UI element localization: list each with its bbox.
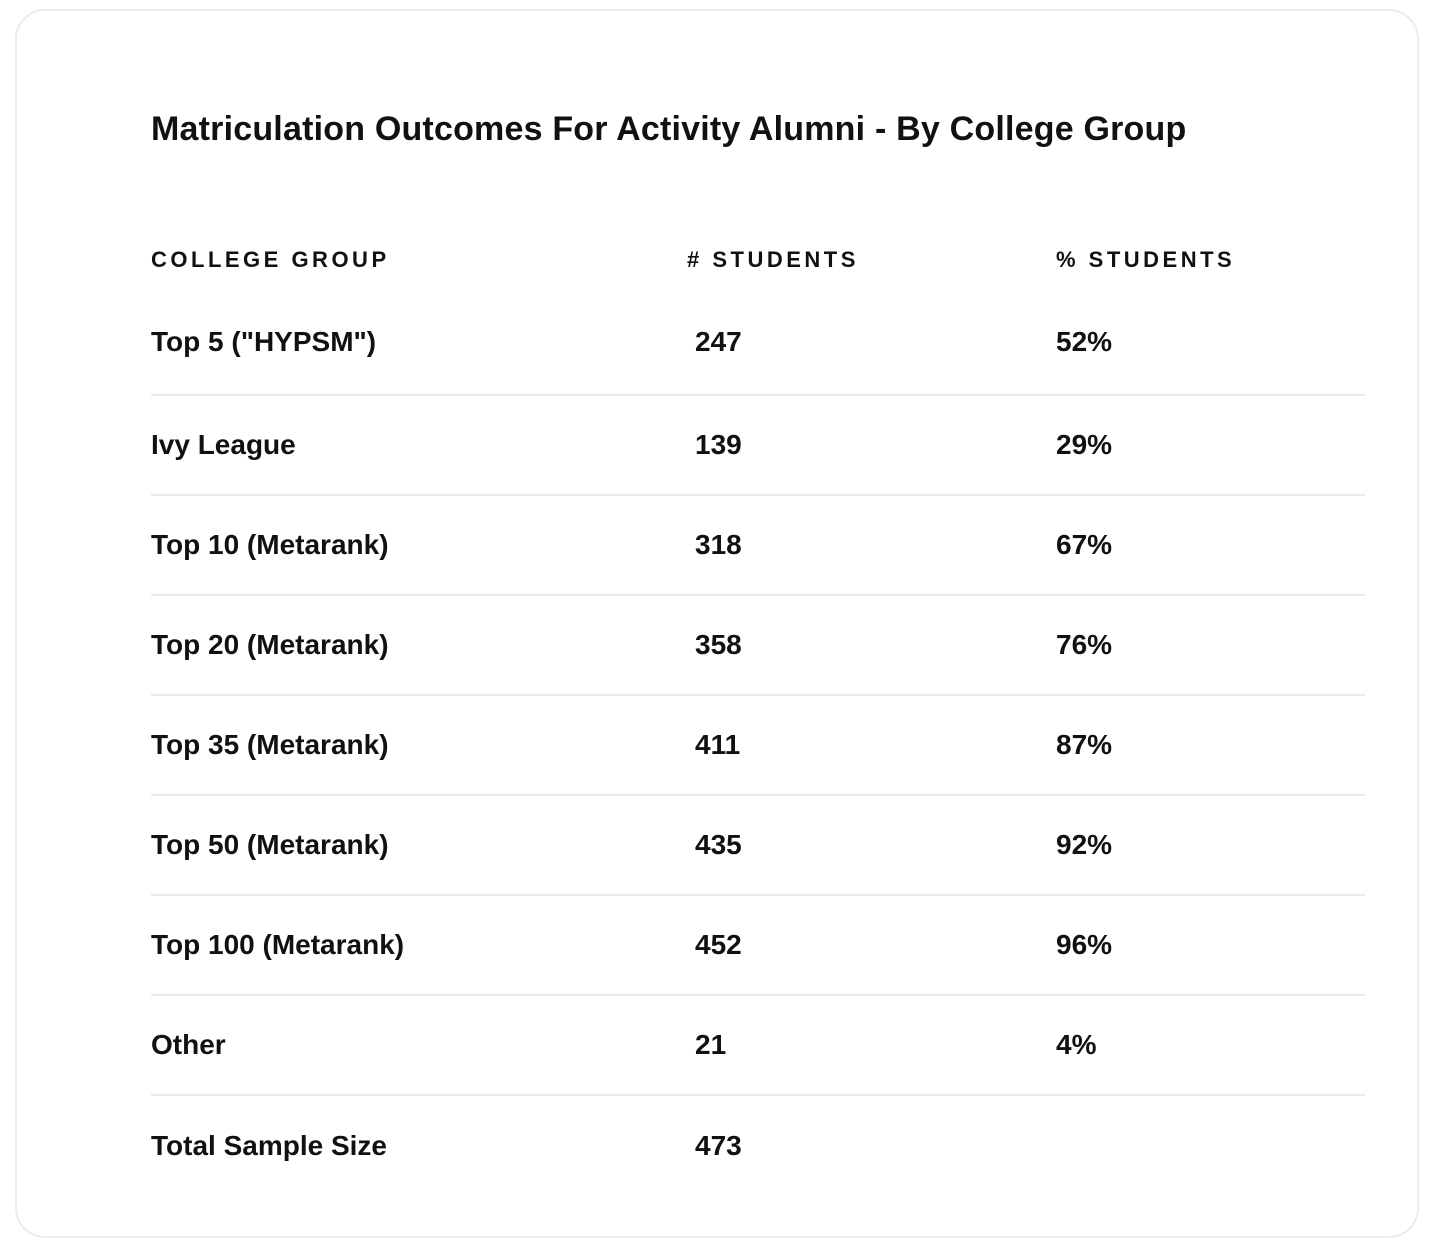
total-students-count: 473 — [695, 1130, 742, 1161]
page-title: Matriculation Outcomes For Activity Alumni - By College Group — [151, 110, 1187, 148]
students-count-cell: 139 — [695, 429, 742, 460]
college-group-cell: Top 5 ("HYPSM") — [151, 325, 377, 357]
table-row — [151, 996, 1365, 1096]
table-row — [151, 596, 1365, 696]
students-count-cell: 21 — [695, 1029, 727, 1060]
students-count-cell: 452 — [695, 929, 742, 960]
students-count-cell: 318 — [695, 529, 742, 560]
students-count-cell: 411 — [695, 729, 741, 760]
students-count-cell: 247 — [695, 325, 742, 357]
college-group-cell: Top 10 (Metarank) — [151, 529, 389, 560]
table-row — [151, 796, 1365, 896]
outcomes-table — [151, 235, 1365, 1196]
college-group-cell: Other — [151, 1029, 226, 1060]
college-group-cell: Top 20 (Metarank) — [151, 629, 389, 660]
college-group-cell: Top 35 (Metarank) — [151, 729, 389, 760]
students-percent-cell: 76% — [1056, 629, 1113, 660]
column-header-pct-students: % STUDENTS — [1056, 247, 1236, 272]
college-group-cell: Top 100 (Metarank) — [151, 929, 405, 960]
students-percent-cell: 92% — [1056, 829, 1113, 860]
table-row — [151, 396, 1365, 496]
table-row — [151, 696, 1365, 796]
column-header-college-group: COLLEGE GROUP — [151, 247, 390, 272]
students-percent-cell: 29% — [1056, 429, 1113, 460]
students-percent-cell: 52% — [1056, 325, 1113, 357]
students-percent-cell: 67% — [1056, 529, 1113, 560]
students-percent-cell: 4% — [1056, 1029, 1097, 1060]
table-row — [151, 496, 1365, 596]
total-label: Total Sample Size — [151, 1130, 387, 1161]
students-count-cell: 435 — [695, 829, 742, 860]
total-row — [151, 1096, 1365, 1196]
table-card — [15, 9, 1419, 1238]
table-header — [151, 235, 1365, 285]
table-row — [151, 896, 1365, 996]
college-group-cell: Ivy League — [151, 429, 296, 460]
students-percent-cell: 96% — [1056, 929, 1113, 960]
students-percent-cell: 87% — [1056, 729, 1113, 760]
students-count-cell: 358 — [695, 629, 742, 660]
column-header-num-students: # STUDENTS — [687, 247, 859, 272]
college-group-cell: Top 50 (Metarank) — [151, 829, 389, 860]
table-row — [151, 285, 1365, 396]
